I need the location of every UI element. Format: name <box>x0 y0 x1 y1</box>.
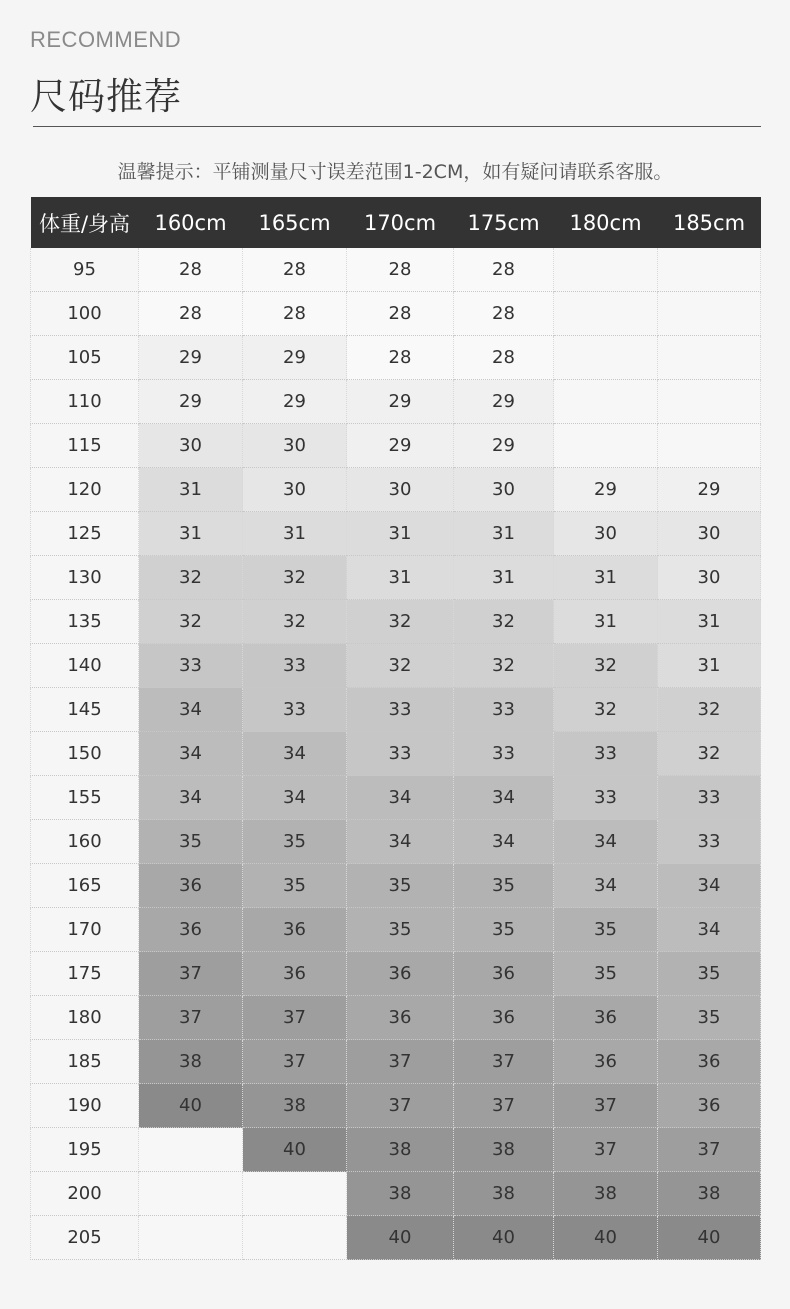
size-cell: 37 <box>554 1128 658 1172</box>
size-cell: 37 <box>347 1040 454 1084</box>
table-row <box>31 292 761 336</box>
size-cell: 31 <box>554 556 658 600</box>
size-cell: 33 <box>347 688 454 732</box>
empty-cell <box>243 1216 347 1260</box>
size-cell: 34 <box>139 776 243 820</box>
size-cell: 29 <box>139 336 243 380</box>
size-cell: 34 <box>347 776 454 820</box>
size-cell: 34 <box>554 820 658 864</box>
empty-cell <box>554 380 658 424</box>
size-cell: 36 <box>243 908 347 952</box>
weight-cell: 190 <box>31 1084 139 1128</box>
size-cell: 34 <box>243 776 347 820</box>
column-header-height: 165cm <box>243 197 347 248</box>
size-cell: 35 <box>454 864 554 908</box>
column-header-weight-height: 体重/身高 <box>31 197 139 248</box>
size-cell: 32 <box>554 688 658 732</box>
empty-cell <box>554 292 658 336</box>
size-cell: 29 <box>347 380 454 424</box>
size-cell: 38 <box>347 1172 454 1216</box>
size-cell: 33 <box>139 644 243 688</box>
column-header-height: 180cm <box>554 197 658 248</box>
column-header-height: 170cm <box>347 197 454 248</box>
size-cell: 37 <box>454 1040 554 1084</box>
size-cell: 30 <box>347 468 454 512</box>
title-divider <box>33 126 761 127</box>
size-cell: 28 <box>347 336 454 380</box>
size-cell: 32 <box>347 644 454 688</box>
size-cell: 34 <box>139 688 243 732</box>
empty-cell <box>658 380 761 424</box>
size-cell: 40 <box>243 1128 347 1172</box>
empty-cell <box>554 336 658 380</box>
size-cell: 31 <box>347 556 454 600</box>
weight-cell: 170 <box>31 908 139 952</box>
section-eyebrow: RECOMMEND <box>30 27 182 52</box>
table-row <box>31 336 761 380</box>
weight-cell: 205 <box>31 1216 139 1260</box>
size-cell: 33 <box>454 688 554 732</box>
size-cell: 32 <box>658 732 761 776</box>
weight-cell: 100 <box>31 292 139 336</box>
size-cell: 32 <box>454 600 554 644</box>
table-row <box>31 1216 761 1260</box>
size-cell: 28 <box>454 248 554 292</box>
size-cell: 35 <box>454 908 554 952</box>
empty-cell <box>554 248 658 292</box>
weight-cell: 130 <box>31 556 139 600</box>
size-cell: 37 <box>554 1084 658 1128</box>
size-cell: 34 <box>658 864 761 908</box>
size-cell: 28 <box>347 248 454 292</box>
size-cell: 36 <box>454 952 554 996</box>
size-cell: 36 <box>554 996 658 1040</box>
empty-cell <box>139 1216 243 1260</box>
size-cell: 29 <box>243 380 347 424</box>
weight-cell: 200 <box>31 1172 139 1216</box>
size-cell: 33 <box>554 732 658 776</box>
size-cell: 34 <box>347 820 454 864</box>
size-cell: 28 <box>139 248 243 292</box>
size-cell: 31 <box>658 644 761 688</box>
size-cell: 30 <box>139 424 243 468</box>
size-cell: 36 <box>139 908 243 952</box>
size-cell: 35 <box>139 820 243 864</box>
size-cell: 38 <box>658 1172 761 1216</box>
weight-cell: 180 <box>31 996 139 1040</box>
size-cell: 29 <box>554 468 658 512</box>
size-cell: 32 <box>243 600 347 644</box>
size-cell: 34 <box>554 864 658 908</box>
size-cell: 28 <box>454 336 554 380</box>
empty-cell <box>554 424 658 468</box>
size-cell: 32 <box>139 556 243 600</box>
empty-cell <box>139 1128 243 1172</box>
table-row <box>31 688 761 732</box>
weight-cell: 155 <box>31 776 139 820</box>
size-cell: 36 <box>243 952 347 996</box>
size-cell: 35 <box>554 952 658 996</box>
size-cell: 37 <box>454 1084 554 1128</box>
size-cell: 28 <box>347 292 454 336</box>
size-cell: 33 <box>554 776 658 820</box>
size-cell: 36 <box>139 864 243 908</box>
table-row <box>31 1040 761 1084</box>
size-cell: 40 <box>454 1216 554 1260</box>
size-cell: 33 <box>347 732 454 776</box>
size-cell: 33 <box>454 732 554 776</box>
size-cell: 40 <box>658 1216 761 1260</box>
table-row <box>31 248 761 292</box>
weight-cell: 160 <box>31 820 139 864</box>
size-cell: 35 <box>243 864 347 908</box>
size-cell: 29 <box>243 336 347 380</box>
weight-cell: 185 <box>31 1040 139 1084</box>
size-cell: 29 <box>139 380 243 424</box>
size-cell: 37 <box>243 996 347 1040</box>
table-row <box>31 644 761 688</box>
table-row <box>31 600 761 644</box>
size-cell: 34 <box>454 820 554 864</box>
size-cell: 36 <box>347 952 454 996</box>
size-cell: 38 <box>454 1172 554 1216</box>
size-cell: 38 <box>454 1128 554 1172</box>
weight-cell: 105 <box>31 336 139 380</box>
size-cell: 35 <box>658 952 761 996</box>
size-cell: 28 <box>454 292 554 336</box>
size-cell: 36 <box>454 996 554 1040</box>
size-cell: 35 <box>554 908 658 952</box>
size-cell: 37 <box>139 952 243 996</box>
table-row <box>31 380 761 424</box>
size-cell: 31 <box>454 512 554 556</box>
column-header-height: 175cm <box>454 197 554 248</box>
weight-cell: 195 <box>31 1128 139 1172</box>
weight-cell: 165 <box>31 864 139 908</box>
size-cell: 31 <box>139 468 243 512</box>
size-cell: 40 <box>347 1216 454 1260</box>
table-row <box>31 1128 761 1172</box>
size-cell: 38 <box>139 1040 243 1084</box>
size-cell: 37 <box>347 1084 454 1128</box>
size-cell: 35 <box>347 908 454 952</box>
size-cell: 29 <box>454 380 554 424</box>
weight-cell: 110 <box>31 380 139 424</box>
empty-cell <box>139 1172 243 1216</box>
weight-cell: 135 <box>31 600 139 644</box>
size-cell: 38 <box>347 1128 454 1172</box>
table-row <box>31 908 761 952</box>
size-cell: 29 <box>454 424 554 468</box>
size-cell: 32 <box>554 644 658 688</box>
size-cell: 38 <box>243 1084 347 1128</box>
size-cell: 40 <box>139 1084 243 1128</box>
empty-cell <box>243 1172 347 1216</box>
size-cell: 30 <box>243 468 347 512</box>
column-header-height: 185cm <box>658 197 761 248</box>
size-cell: 33 <box>658 820 761 864</box>
table-row <box>31 864 761 908</box>
size-cell: 28 <box>139 292 243 336</box>
size-cell: 32 <box>347 600 454 644</box>
size-cell: 36 <box>658 1084 761 1128</box>
table-header-row <box>31 197 761 248</box>
size-cell: 32 <box>658 688 761 732</box>
size-cell: 33 <box>243 644 347 688</box>
size-cell: 34 <box>139 732 243 776</box>
weight-cell: 125 <box>31 512 139 556</box>
empty-cell <box>658 292 761 336</box>
size-cell: 31 <box>658 600 761 644</box>
size-cell: 31 <box>347 512 454 556</box>
size-cell: 34 <box>658 908 761 952</box>
size-cell: 32 <box>454 644 554 688</box>
table-row <box>31 996 761 1040</box>
weight-cell: 95 <box>31 248 139 292</box>
table-row <box>31 468 761 512</box>
size-cell: 31 <box>139 512 243 556</box>
weight-cell: 150 <box>31 732 139 776</box>
size-recommendation-table <box>30 197 761 1260</box>
size-cell: 37 <box>658 1128 761 1172</box>
table-row <box>31 1084 761 1128</box>
page-title: 尺码推荐 <box>30 75 182 118</box>
empty-cell <box>658 336 761 380</box>
weight-cell: 115 <box>31 424 139 468</box>
size-cell: 35 <box>658 996 761 1040</box>
measurement-note: 温馨提示：平铺测量尺寸误差范围1-2CM，如有疑问请联系客服。 <box>117 161 673 183</box>
size-cell: 36 <box>658 1040 761 1084</box>
empty-cell <box>658 424 761 468</box>
size-cell: 30 <box>454 468 554 512</box>
weight-cell: 140 <box>31 644 139 688</box>
table-row <box>31 556 761 600</box>
size-cell: 40 <box>554 1216 658 1260</box>
weight-cell: 145 <box>31 688 139 732</box>
table-body <box>31 248 761 1260</box>
size-cell: 30 <box>243 424 347 468</box>
size-cell: 35 <box>347 864 454 908</box>
size-cell: 33 <box>658 776 761 820</box>
size-cell: 32 <box>243 556 347 600</box>
size-cell: 31 <box>243 512 347 556</box>
weight-cell: 120 <box>31 468 139 512</box>
table-row <box>31 424 761 468</box>
table-row <box>31 512 761 556</box>
size-cell: 29 <box>658 468 761 512</box>
column-header-height: 160cm <box>139 197 243 248</box>
size-cell: 31 <box>554 600 658 644</box>
size-cell: 37 <box>139 996 243 1040</box>
table-row <box>31 952 761 996</box>
size-cell: 37 <box>243 1040 347 1084</box>
size-cell: 33 <box>243 688 347 732</box>
table-row <box>31 732 761 776</box>
empty-cell <box>658 248 761 292</box>
size-cell: 36 <box>554 1040 658 1084</box>
size-cell: 38 <box>554 1172 658 1216</box>
table-row <box>31 820 761 864</box>
size-cell: 29 <box>347 424 454 468</box>
size-cell: 36 <box>347 996 454 1040</box>
size-cell: 30 <box>554 512 658 556</box>
size-cell: 28 <box>243 248 347 292</box>
size-cell: 34 <box>243 732 347 776</box>
weight-cell: 175 <box>31 952 139 996</box>
size-cell: 34 <box>454 776 554 820</box>
size-cell: 28 <box>243 292 347 336</box>
size-cell: 30 <box>658 556 761 600</box>
table-row <box>31 776 761 820</box>
table-row <box>31 1172 761 1216</box>
size-cell: 32 <box>139 600 243 644</box>
size-cell: 35 <box>243 820 347 864</box>
size-cell: 30 <box>658 512 761 556</box>
size-cell: 31 <box>454 556 554 600</box>
